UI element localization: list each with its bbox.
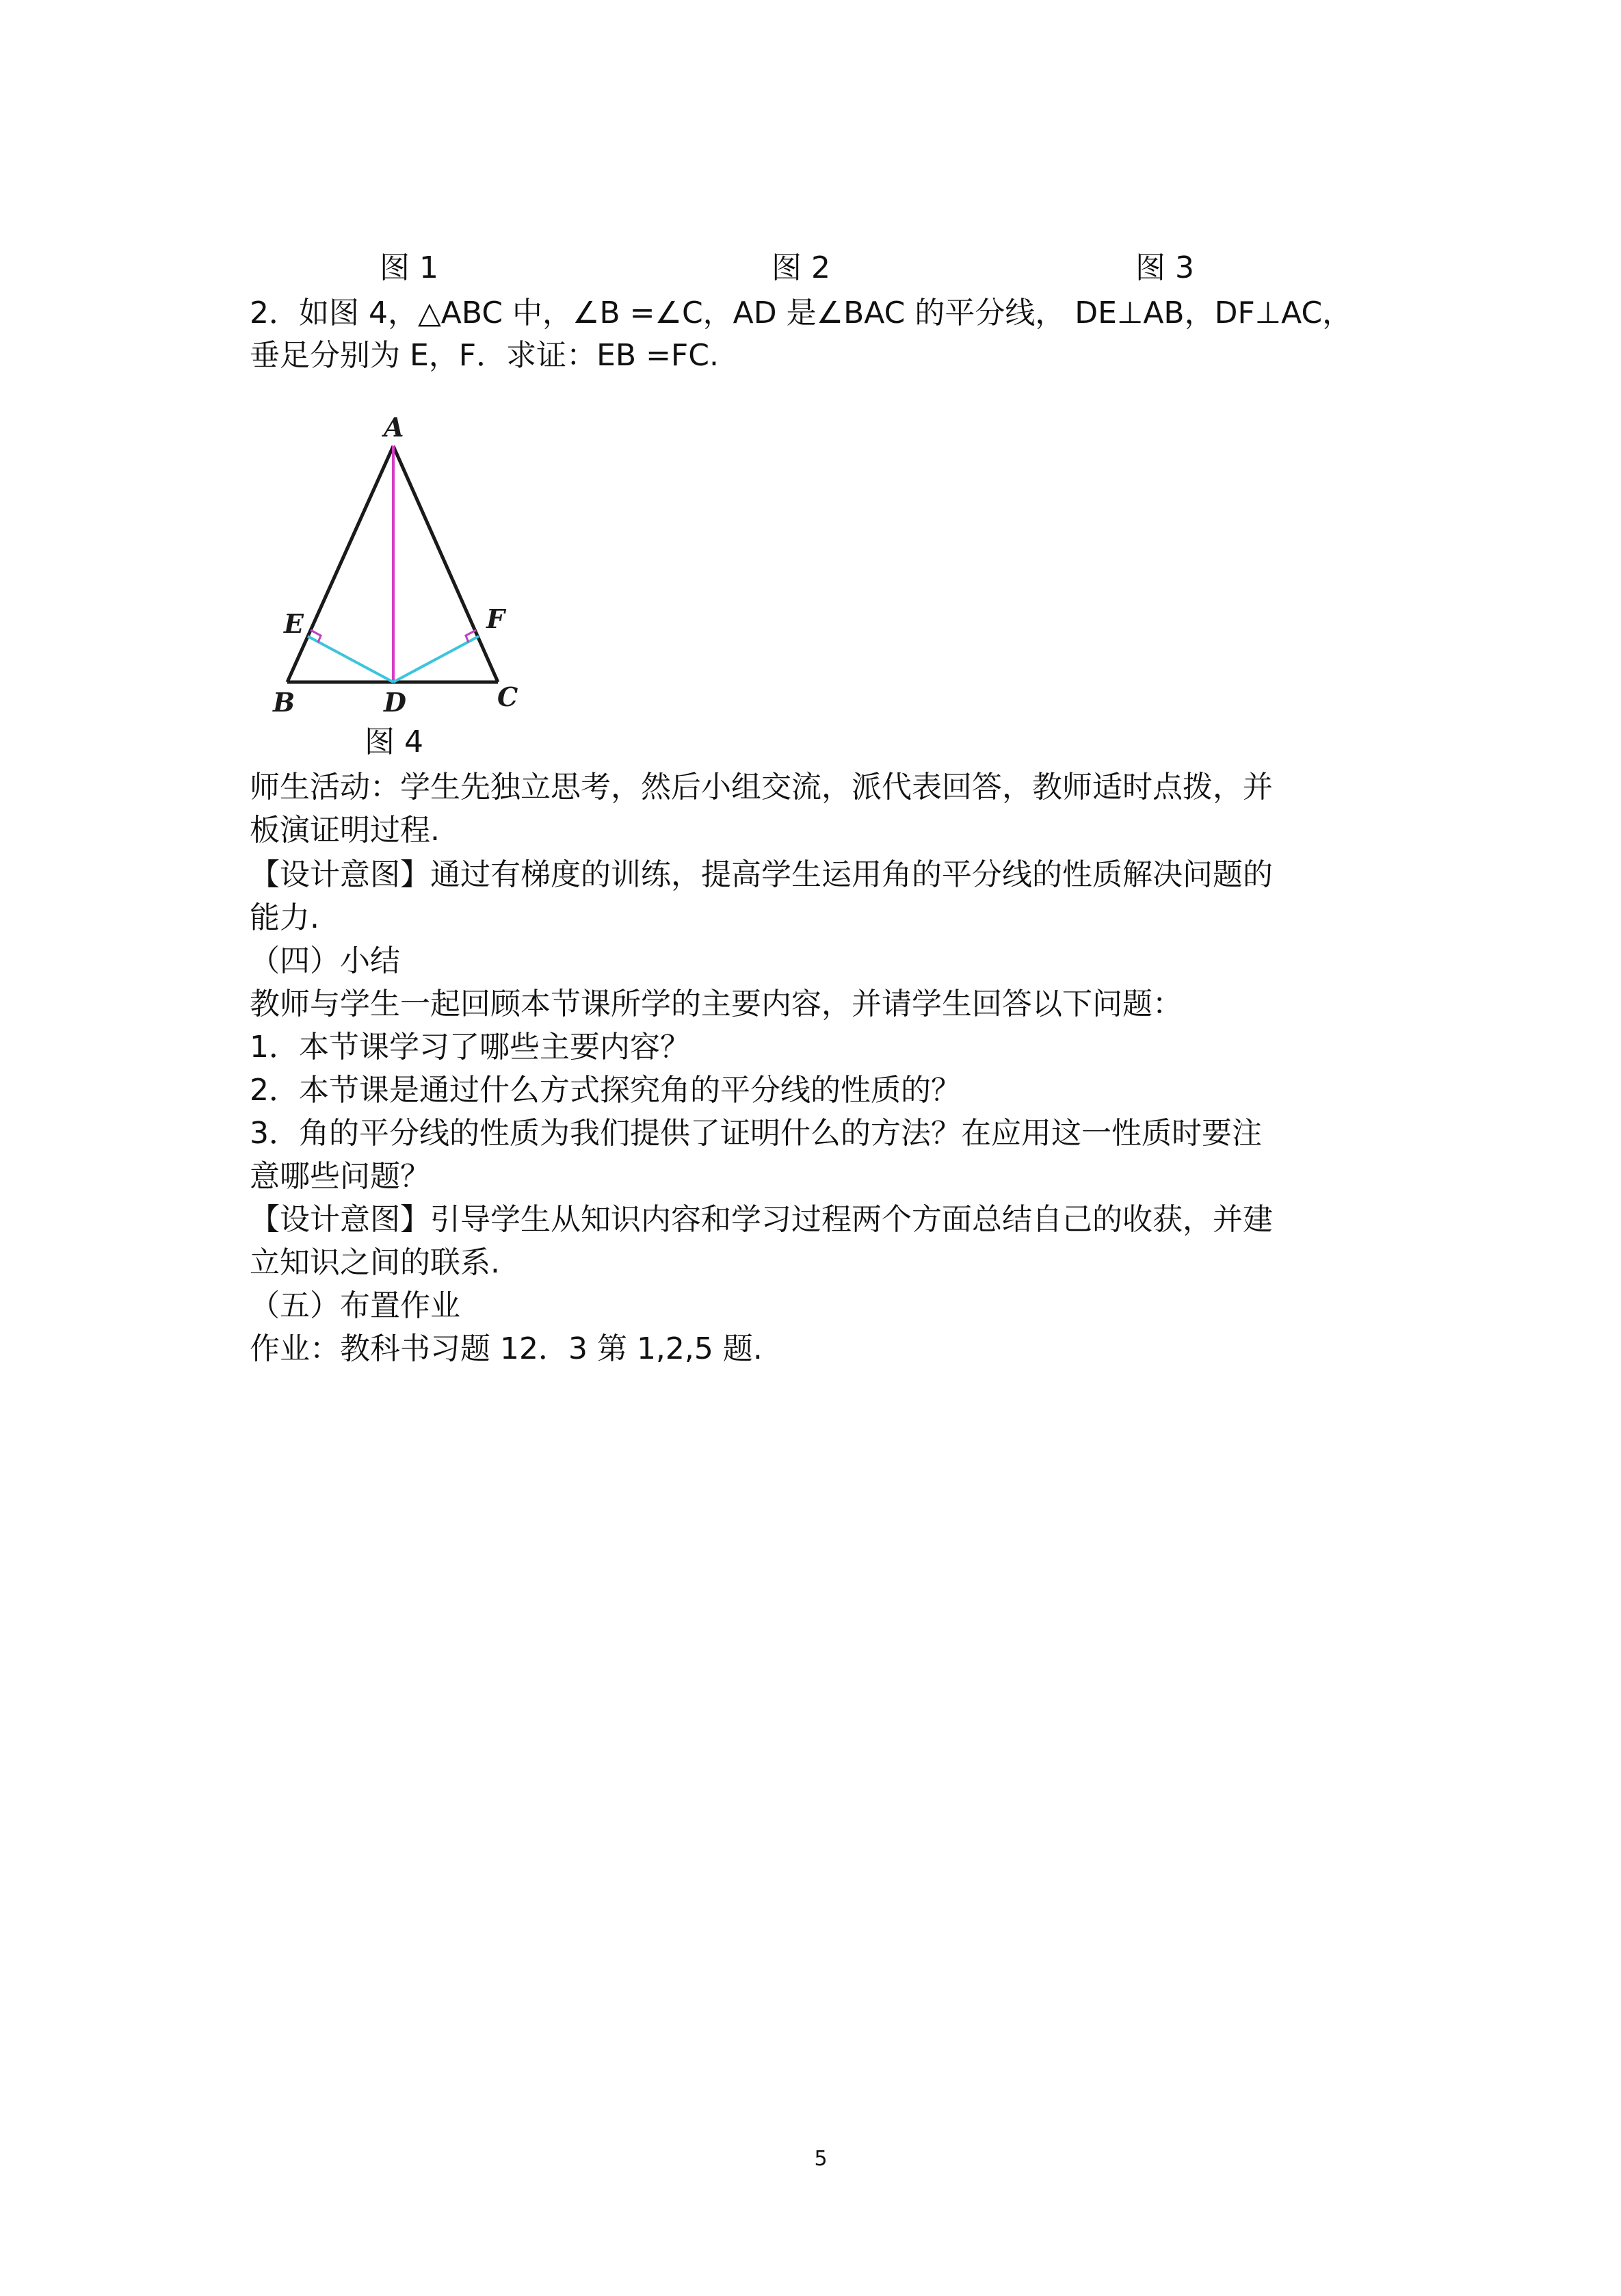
design-intent-1-line-1: 【设计意图】通过有梯度的训练，提高学生运用角的平分线的性质解决问题的 [250,857,1273,892]
problem-2-line-2: 垂足分别为 E，F．求证：EB =FC. [250,338,719,373]
perpendicular-DE [308,636,393,682]
point-label-C: C [497,681,518,712]
section-4-question-3-line-2: 意哪些问题？ [250,1159,430,1194]
section-4-question-3-line-1: 3．角的平分线的性质为我们提供了证明什么的方法？在应用这一性质时要注 [250,1116,1262,1151]
design-intent-2-line-2: 立知识之间的联系. [250,1245,500,1280]
segment-AC [393,446,498,682]
point-label-F: F [486,603,505,634]
page-number: 5 [814,2147,828,2171]
problem-2-line-1: 2．如图 4，△ABC 中，∠B =∠C，AD 是∠BAC 的平分线， DE⊥AB，DF⊥AC， [250,296,1353,330]
section-4-heading: （四）小结 [250,943,400,978]
activity-line-2: 板演证明过程. [250,813,440,848]
point-label-B: B [273,687,295,718]
figure-3-caption: 图 3 [1135,250,1194,285]
segment-AB [287,446,393,682]
design-intent-2-line-1: 【设计意图】引导学生从知识内容和学习过程两个方面总结自己的收获，并建 [250,1202,1273,1237]
figure-4-diagram [263,404,537,718]
section-5-heading: （五）布置作业 [250,1288,460,1323]
figure-2-caption: 图 2 [772,250,830,285]
section-4-question-2: 2．本节课是通过什么方式探究角的平分线的性质的？ [250,1073,961,1108]
section-4-question-1: 1．本节课学习了哪些主要内容？ [250,1030,690,1065]
point-label-D: D [384,687,406,718]
homework-line: 作业：教科书习题 12．3 第 1,2,5 题. [250,1331,763,1366]
design-intent-1-line-2: 能力. [250,900,319,935]
activity-line-1: 师生活动：学生先独立思考，然后小组交流，派代表回答，教师适时点拨，并 [250,770,1273,805]
perpendicular-DF [393,636,479,682]
figure-1-caption: 图 1 [380,250,438,285]
figure-4-caption: 图 4 [365,725,423,759]
section-4-intro: 教师与学生一起回顾本节课所学的主要内容，并请学生回答以下问题： [250,987,1183,1021]
point-label-E: E [284,608,304,639]
point-label-A: A [384,412,404,443]
